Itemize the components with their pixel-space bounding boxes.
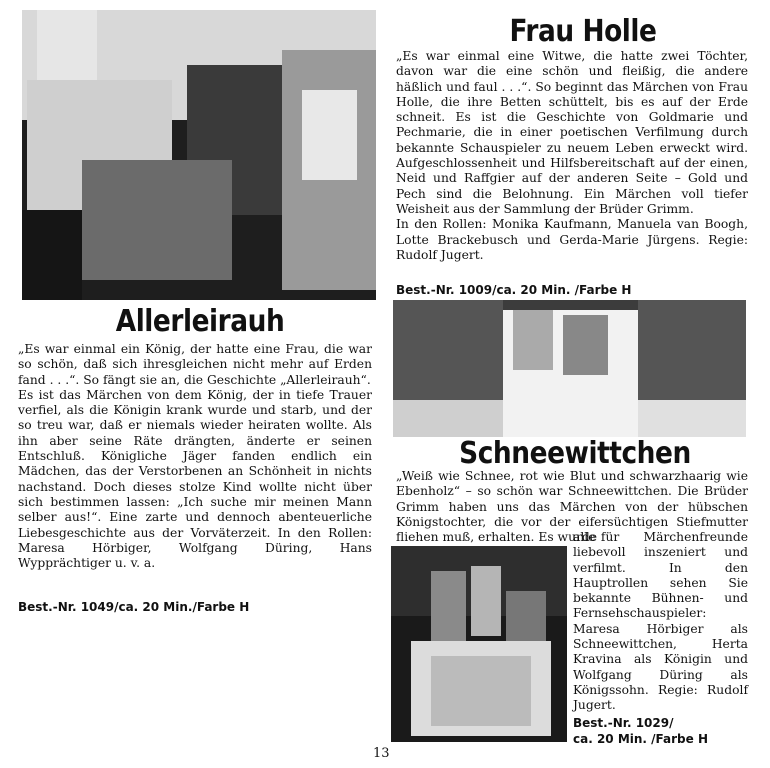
schneewittchen-photo	[391, 546, 567, 742]
schneewittchen-title: Schneewittchen	[459, 436, 691, 471]
allerleirauh-order-info: Best.-Nr. 1049/ca. 20 Min./Farbe H	[18, 600, 250, 614]
allerleirauh-paragraph-1: „Es war einmal ein König, der hatte eine Frau, die war so schön, daß sich ihresgleichen nicht mehr auf Erden fand . . .“. So fängt sie an, die Geschichte „Allerleirauh“.	[18, 342, 372, 387]
frau-holle-paragraph-2: In den Rollen: Monika Kaufmann, Manuela van Boogh, Lotte Brackebusch und Gerda-Marie Jürgens. Regie: Rudolf Jugert.	[396, 217, 748, 262]
frau-holle-title: Frau Holle	[509, 14, 657, 49]
allerleirauh-description	[18, 342, 372, 571]
frau-holle-description	[396, 49, 748, 263]
frau-holle-photo	[393, 300, 746, 437]
allerleirauh-photo	[22, 10, 376, 300]
schneewittchen-order-line-1: Best.-Nr. 1029/	[573, 716, 674, 730]
allerleirauh-title: Allerleirauh	[115, 304, 285, 339]
page-number: 13	[373, 746, 390, 761]
frau-holle-paragraph-1: „Es war einmal eine Witwe, die hatte zwei Töchter, davon war die eine schön und fleißig, die andere häßlich und faul . . .“. So beginnt das Märchen von Frau Holle, die ihre Betten schüttelt, bis es auf der Erde schneit. Es ist die Geschichte von Goldmarie und Pechmarie, die in einer poetischen Verfilmung durch bekannte Schauspieler zu neuem Leben erweckt wird. Aufgeschlossenheit und Hilfsbereitschaft auf der einen, Neid und Raffgier auf der anderen Seite – Gold und Pech sind die Belohnung. Ein Märchen voll tiefer Weisheit aus der Sammlung der Brüder Grimm.	[396, 49, 748, 216]
allerleirauh-paragraph-2: Es ist das Märchen von dem König, der in tiefe Trauer verfiel, als die Königin krank wurde und starb, und der so treu war, daß er niemals wieder heiraten wollte. Als ihn aber seine Räte drängten, änderte er seinen Entschluß. Königliche Jäger fanden endlich ein Mädchen, das der Verstorbenen an Schönheit in nichts nachstand. Doch dieses stolze Kind wollte nicht über sich bestimmen lassen: „Ich suche mir meinen Mann selber aus!“. Eine zarte und dennoch abenteuerliche Liebesgeschichte aus der Vorväterzeit. In den Rollen: Maresa Hörbiger, Wolfgang Düring, Hans Wypprächtiger u. v. a.	[18, 387, 372, 571]
schneewittchen-side-text: alle Märchenfreunde liebevoll inszeniert und verfilmt. In den Hauptrollen sehen Sie bekannte Bühnen- und Fernsehschauspieler: Maresa Hörbiger als Schneewittchen, Herta Kravina als Königin und Wolfgang Düring als Königssohn. Regie: Rudolf Jugert.	[573, 530, 748, 713]
schneewittchen-intro: „Weiß wie Schnee, rot wie Blut und schwarzhaarig wie Ebenholz“ – so schön war Schneewittchen. Die Brüder Grimm haben uns das Märchen von der hübschen Königstochter, die vor der eifersüchtigen Stiefmutter fliehen muß, erhalten. Es wurde für	[396, 469, 748, 545]
frau-holle-order-info: Best.-Nr. 1009/ca. 20 Min. /Farbe H	[396, 283, 632, 297]
schneewittchen-order-line-2: ca. 20 Min. /Farbe H	[573, 732, 708, 746]
